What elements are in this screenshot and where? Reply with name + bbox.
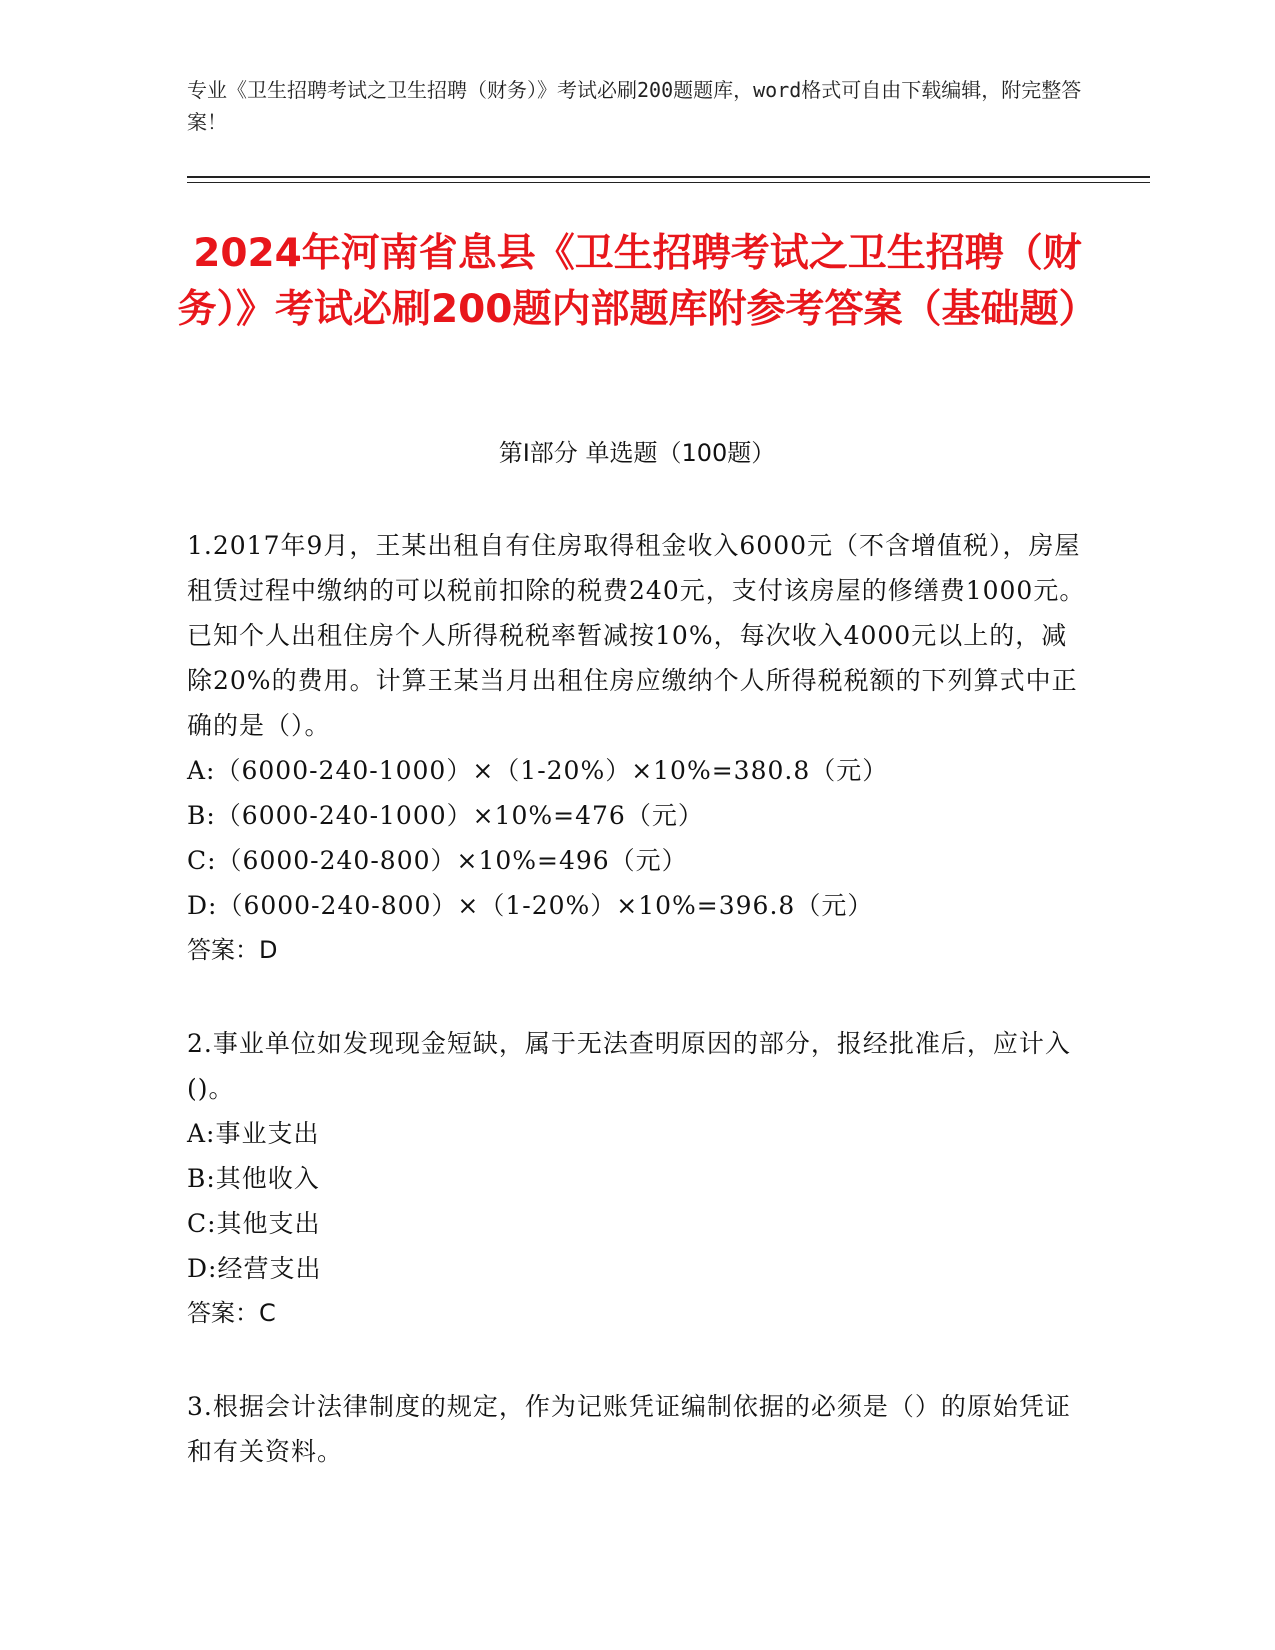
question-text: 1.2017年9月，王某出租自有住房取得租金收入6000元（不含增值税），房屋租赁过程中缴纳的可以税前扣除的税费240元，支付该房屋的修缮费1000元。已知个人出租住房个人所得税税率暂减按10%，每次收入4000元以上的，减除20%的费用。计算王某当月出租住房应缴纳个人所得税税额的下列算式中正确的是（）。 xyxy=(187,531,1086,740)
header-divider-thin xyxy=(187,182,1150,183)
answer: 答案：D xyxy=(187,936,278,964)
option-c: C:（6000-240-800）×10%=496（元） xyxy=(187,846,688,875)
option-b: B:其他收入 xyxy=(187,1164,320,1193)
header-divider-thick xyxy=(187,176,1150,178)
option-a: A:（6000-240-1000）×（1-20%）×10%=380.8（元） xyxy=(187,756,889,785)
question-2 xyxy=(187,1021,1087,1336)
question-text: 2.事业单位如发现现金短缺，属于无法查明原因的部分，报经批准后，应计入()。 xyxy=(187,1029,1071,1103)
option-c: C:其他支出 xyxy=(187,1209,321,1238)
option-d: D:（6000-240-800）×（1-20%）×10%=396.8（元） xyxy=(187,891,874,920)
header-note: 专业《卫生招聘考试之卫生招聘（财务）》考试必刷200题题库，word格式可自由下载编辑，附完整答案！ xyxy=(187,78,1082,134)
question-3 xyxy=(187,1384,1087,1474)
section-title: 第Ⅰ部分 单选题（100题） xyxy=(498,439,776,467)
option-d: D:经营支出 xyxy=(187,1254,322,1283)
question-text: 3.根据会计法律制度的规定，作为记账凭证编制依据的必须是（）的原始凭证和有关资料。 xyxy=(187,1392,1071,1466)
option-b: B:（6000-240-1000）×10%=476（元） xyxy=(187,801,704,830)
answer: 答案：C xyxy=(187,1299,276,1327)
question-1 xyxy=(187,523,1087,973)
option-a: A:事业支出 xyxy=(187,1119,320,1148)
document-title: 2024年河南省息县《卫生招聘考试之卫生招聘（财务）》考试必刷200题内部题库附参考答案（基础题） xyxy=(177,231,1098,332)
